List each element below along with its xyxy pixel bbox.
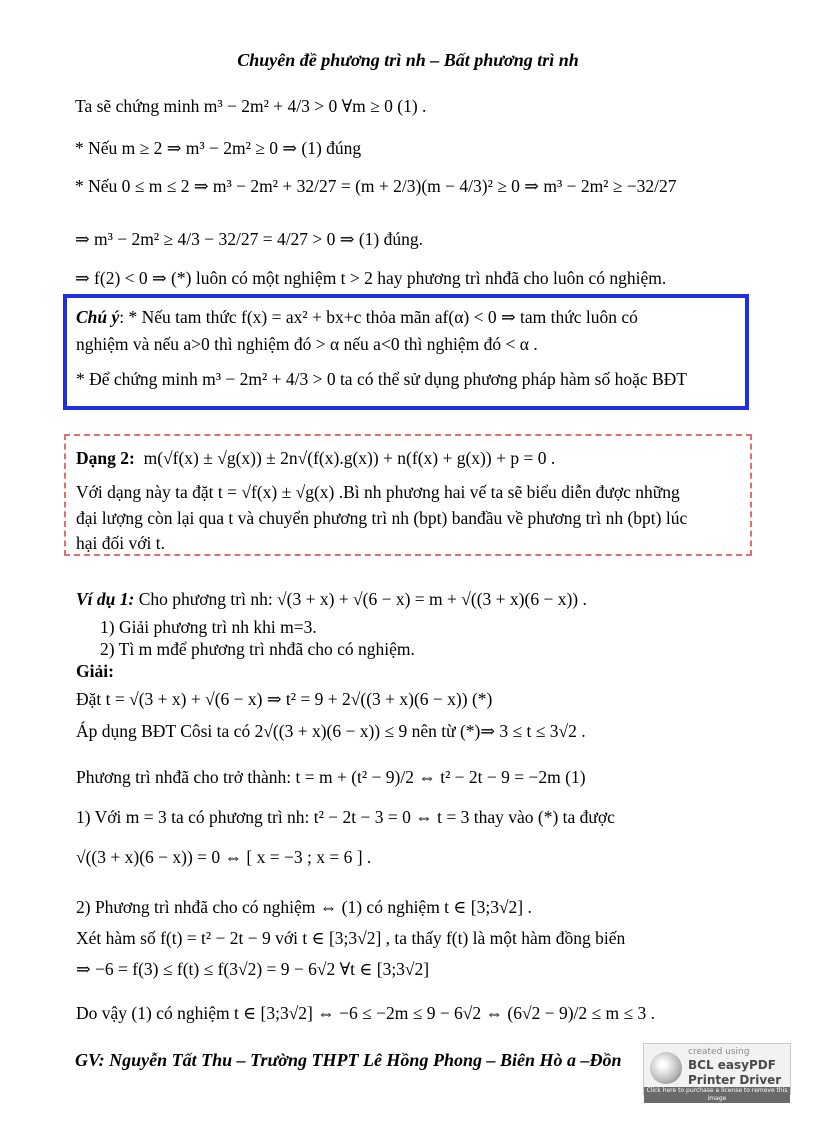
form-line-1 (76, 447, 555, 469)
solution-line-3: Phương trì nhđã cho trở thành: t = m + (t² − 9)/2 ⇔ t² − 2t − 9 = −2m (1) (76, 767, 586, 787)
note-line-2: nghiệm và nếu a>0 thì nghiệm đó > α nếu a<0 thì nghiệm đó < α . (76, 334, 538, 354)
page-footer: GV: Nguyễn Tất Thu – Trường THPT Lê Hồng Phong – Biên Hò a –Đồn (75, 1050, 622, 1070)
solution-line-8: ⇒ −6 = f(3) ≤ f(t) ≤ f(3√2) = 9 − 6√2 ∀t ∈ [3;3√2] (76, 959, 430, 979)
form-formula: m(√f(x) ± √g(x)) ± 2n√(f(x).g(x)) + n(f(x) + g(x)) + p = 0 . (143, 448, 556, 468)
badge-line-3: Printer Driver (688, 1073, 782, 1087)
badge-line-1: created using (688, 1047, 750, 1057)
form-label: Dạng 2: (76, 448, 135, 468)
note-line-1-text: : * Nếu tam thức f(x) = ax² + bx+c thỏa mãn af(α) < 0 ⇒ tam thức luôn có (119, 307, 638, 327)
solution-line-1: Đặt t = √(3 + x) + √(6 − x) ⇒ t² = 9 + 2√((3 + x)(6 − x)) (*) (76, 689, 493, 709)
form-line-3: đại lượng còn lại qua t và chuyển phương trì nh (bpt) banđầu về phương trì nh (bpt) lúc (76, 508, 688, 528)
example-intro-text: Cho phương trì nh: √(3 + x) + √(6 − x) = m + √((3 + x)(6 − x)) . (134, 589, 587, 609)
solution-line-4: 1) Với m = 3 ta có phương trì nh: t² − 2t − 3 = 0 ⇔ t = 3 thay vào (*) ta được (76, 807, 615, 827)
note-line-1 (76, 306, 638, 328)
solution-line-9: Do vậy (1) có nghiệm t ∈ [3;3√2] ⇔ −6 ≤ −2m ≤ 9 − 6√2 ⇔ (6√2 − 9)/2 ≤ m ≤ 3 . (76, 1003, 655, 1023)
badge-line-2: BCL easyPDF (688, 1058, 776, 1072)
solution-heading: Giải: (76, 661, 114, 681)
proof-line-4: ⇒ m³ − 2m² ≥ 4/3 − 32/27 = 4/27 > 0 ⇒ (1) đúng. (75, 229, 423, 249)
note-line-3: * Để chứng minh m³ − 2m² + 4/3 > 0 ta có thể sử dụng phương pháp hàm số hoặc BĐT (76, 369, 687, 389)
example-intro (76, 588, 587, 610)
example-label: Ví dụ 1: (76, 589, 135, 609)
proof-line-2: * Nếu m ≥ 2 ⇒ m³ − 2m² ≥ 0 ⇒ (1) đúng (75, 138, 362, 158)
cd-disc-icon (650, 1052, 682, 1084)
example-question-2: 2) Tì m mđể phương trì nhđã cho có nghiệm. (100, 639, 415, 659)
solution-line-7: Xét hàm số f(t) = t² − 2t − 9 với t ∈ [3;3√2] , ta thấy f(t) là một hàm đồng biến (76, 928, 626, 948)
example-question-1: 1) Giải phương trì nh khi m=3. (100, 617, 317, 637)
form-line-2: Với dạng này ta đặt t = √f(x) ± √g(x) .Bì nh phương hai vế ta sẽ biểu diễn được những (76, 482, 680, 502)
page-header-title: Chuyên đề phương trì nh – Bất phương trì nh (237, 50, 579, 70)
badge-purchase-link[interactable]: Click here to purchase a license to remove this image (644, 1087, 790, 1103)
note-label: Chú ý (76, 307, 120, 327)
solution-line-6: 2) Phương trì nhđã cho có nghiệm ⇔ (1) có nghiệm t ∈ [3;3√2] . (76, 897, 532, 917)
bcl-easypdf-badge[interactable] (643, 1043, 791, 1102)
solution-line-2: Áp dụng BĐT Côsi ta có 2√((3 + x)(6 − x)) ≤ 9 nên từ (*)⇒ 3 ≤ t ≤ 3√2 . (76, 721, 586, 741)
proof-line-5: ⇒ f(2) < 0 ⇒ (*) luôn có một nghiệm t > 2 hay phương trì nhđã cho luôn có nghiệm. (75, 268, 667, 288)
solution-line-5: √((3 + x)(6 − x)) = 0 ⇔ [ x = −3 ; x = 6 ] . (76, 847, 372, 867)
form-line-4: hại đối với t. (76, 533, 165, 553)
proof-line-3: * Nếu 0 ≤ m ≤ 2 ⇒ m³ − 2m² + 32/27 = (m + 2/3)(m − 4/3)² ≥ 0 ⇒ m³ − 2m² ≥ −32/27 (75, 176, 677, 196)
proof-line-1: Ta sẽ chứng minh m³ − 2m² + 4/3 > 0 ∀m ≥ 0 (1) . (75, 96, 427, 116)
